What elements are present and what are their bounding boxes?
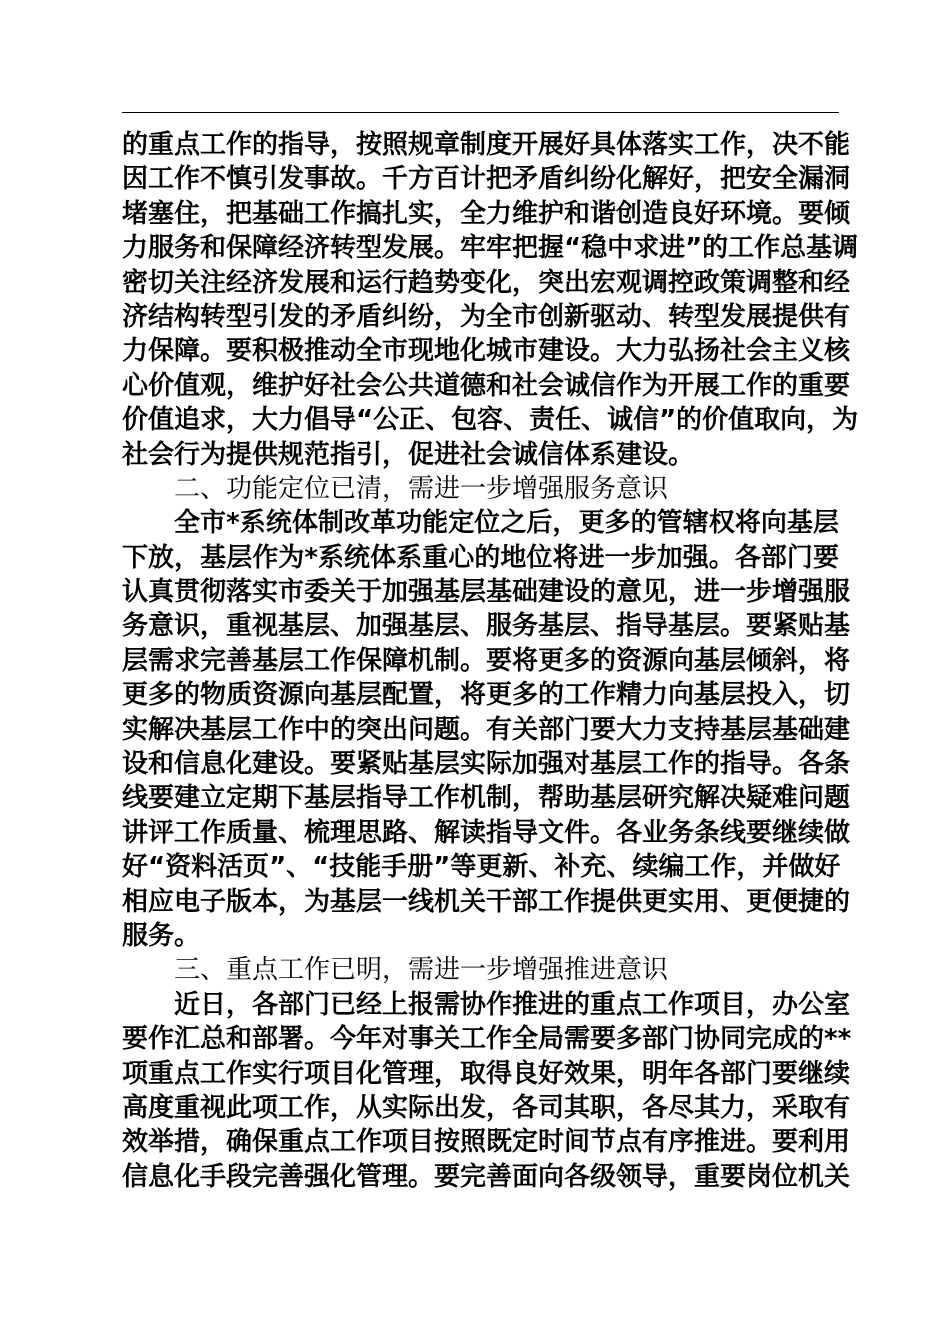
section-heading: 三、重点工作已明，需进一步增强推进意识 bbox=[174, 955, 669, 986]
text-line: 济结构转型引发的矛盾纠纷，为全市创新驱动、转型发展提供有 bbox=[122, 301, 851, 332]
text-line: 的重点工作的指导，按照规章制度开展好具体落实工作，决不能 bbox=[122, 130, 851, 160]
text-line: 效举措，确保重点工作项目按照既定时间节点有序推进。要利用 bbox=[122, 1127, 851, 1158]
text-line: 认真贯彻落实市委关于加强基层基础建设的意见，进一步增强服 bbox=[122, 577, 851, 608]
text-line: 线要建立定期下基层指导工作机制，帮助基层研究解决疑难问题 bbox=[122, 783, 851, 814]
text-line: 全市*系统体制改革功能定位之后，更多的管辖权将向基层 bbox=[174, 508, 839, 539]
text-line: 讲评工作质量、梳理思路、解读指导文件。各业务条线要继续做 bbox=[122, 817, 851, 848]
text-line: 要作汇总和部署。今年对事关工作全局需要多部门协同完成的** bbox=[122, 1024, 852, 1055]
text-line: 心价值观，维护好社会公共道德和社会诚信作为开展工作的重要 bbox=[122, 370, 851, 401]
text-line: 力服务和保障经济转型发展。牢牢把握“稳中求进”的工作总基调 bbox=[122, 233, 859, 264]
document-body bbox=[122, 128, 859, 1194]
text-line: 设和信息化建设。要紧贴基层实际加强对基层工作的指导。各条 bbox=[122, 749, 851, 780]
text-line: 社会行为提供规范指引，促进社会诚信体系建设。 bbox=[122, 439, 695, 470]
header-rule bbox=[122, 112, 839, 113]
text-line: 力保障。要积极推动全市现地化城市建设。大力弘扬社会主义核 bbox=[122, 336, 851, 367]
text-line: 信息化手段完善强化管理。要完善面向各级领导，重要岗位机关 bbox=[122, 1161, 851, 1192]
text-line: 实解决基层工作中的突出问题。有关部门要大力支持基层基础建 bbox=[122, 714, 851, 745]
text-line: 务意识，重视基层、加强基层、服务基层、指导基层。要紧贴基 bbox=[122, 611, 851, 642]
section-heading: 二、功能定位已清，需进一步增强服务意识 bbox=[174, 473, 669, 504]
text-line: 高度重视此项工作，从实际出发，各司其职，各尽其力，采取有 bbox=[122, 1092, 851, 1123]
text-line: 更多的物质资源向基层配置，将更多的工作精力向基层投入，切 bbox=[122, 680, 851, 711]
text-line: 相应电子版本，为基层一线机关干部工作提供更实用、更便捷的 bbox=[122, 886, 851, 917]
text-line: 下放，基层作为*系统体系重心的地位将进一步加强。各部门要 bbox=[122, 542, 839, 573]
text-line: 项重点工作实行项目化管理，取得良好效果，明年各部门要继续 bbox=[122, 1058, 851, 1089]
text-line: 近日，各部门已经上报需协作推进的重点工作项目，办公室 bbox=[174, 989, 851, 1020]
text-line: 因工作不慎引发事故。千方百计把矛盾纠纷化解好，把安全漏洞 bbox=[122, 164, 851, 195]
text-line: 层需求完善基层工作保障机制。要将更多的资源向基层倾斜，将 bbox=[122, 645, 851, 676]
text-line: 价值追求，大力倡导“公正、包容、责任、诚信”的价值取向，为 bbox=[122, 405, 859, 436]
text-line: 堵塞住，把基础工作搞扎实，全力维护和谐创造良好环境。要倾 bbox=[122, 198, 851, 229]
text-line: 好“资料活页”、“技能手册”等更新、补充、续编工作，并做好 bbox=[122, 852, 841, 883]
text-line: 密切关注经济发展和运行趋势变化，突出宏观调控政策调整和经 bbox=[122, 267, 851, 298]
text-line: 服务。 bbox=[122, 920, 201, 951]
